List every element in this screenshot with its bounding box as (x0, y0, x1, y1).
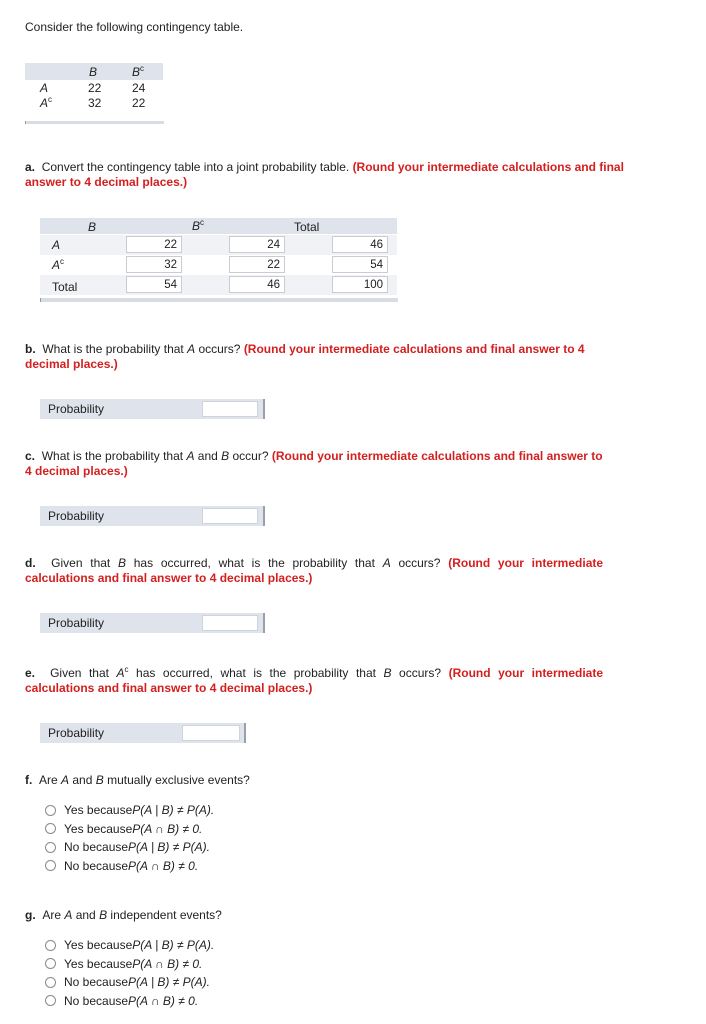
contingency-table-footer (25, 121, 164, 124)
ct-row-a-b: 22 (88, 81, 102, 95)
question-e: e. Given that $A^c$ has occurred, what is the probability that B occurs? (Round your intermediate calculations and final answer to 4 decimal places.) (25, 665, 604, 695)
jt-header-total: Total (294, 220, 320, 234)
jt-row-a: A 22 24 46 (40, 235, 397, 255)
ct-header-bc: $B^c$ (132, 64, 145, 79)
radio-g-3[interactable] (45, 977, 56, 988)
ct-row-a-bc: 24 (132, 81, 146, 95)
probability-row-c: Probability (40, 506, 265, 526)
question-f: f. Are A and B mutually exclusive events? (25, 773, 250, 787)
jt-cell-ac-bc[interactable]: 22 (229, 256, 285, 273)
ct-header-b: B (89, 65, 98, 79)
option-g-3[interactable]: No because P(A | B) ≠ P(A). (45, 973, 214, 992)
option-g-4[interactable]: No because P(A ∩ B) ≠ 0. (45, 992, 214, 1011)
options-g (45, 936, 214, 1010)
jt-cell-a-total[interactable]: 46 (332, 236, 388, 253)
question-b: b. What is the probability that A occurs? (Round your intermediate calculations and final answer to 4 decimal places.) (25, 342, 585, 371)
radio-f-4[interactable] (45, 860, 56, 871)
option-g-1[interactable]: Yes because P(A | B) ≠ P(A). (45, 936, 214, 955)
ct-row-ac-bc: 22 (132, 96, 146, 110)
jt-cell-ac-b[interactable]: 32 (126, 256, 182, 273)
probability-row-e: Probability (40, 723, 246, 743)
ct-row-a-label: A (40, 81, 49, 95)
intro-text: Consider the following contingency table. (25, 20, 244, 34)
option-f-4[interactable]: No because P(A ∩ B) ≠ 0. (45, 857, 214, 876)
radio-f-3[interactable] (45, 842, 56, 853)
probability-row-b: Probability (40, 399, 265, 419)
probability-input-d[interactable] (202, 615, 258, 631)
jt-cell-ac-total[interactable]: 54 (332, 256, 388, 273)
radio-g-1[interactable] (45, 940, 56, 951)
question-c: c. What is the probability that A and B occur? (Round your intermediate calculations and final answer to 4 decimal places.) (25, 449, 603, 478)
jt-cell-total-total[interactable]: 100 (332, 276, 388, 293)
jt-row-total: Total 54 46 100 (40, 275, 397, 295)
jt-row-ac: $A^c$ 32 22 54 (40, 255, 397, 275)
question-d: d. Given that B has occurred, what is the probability that A occurs? (Round your intermediate calculations and final answer to 4 decimal places.) (25, 556, 604, 585)
option-g-2[interactable]: Yes because P(A ∩ B) ≠ 0. (45, 955, 214, 974)
option-f-1[interactable]: Yes because P(A | B) ≠ P(A). (45, 801, 214, 820)
radio-g-4[interactable] (45, 995, 56, 1006)
radio-g-2[interactable] (45, 958, 56, 969)
jt-header-b: B (88, 220, 97, 234)
jt-cell-total-bc[interactable]: 46 (229, 276, 285, 293)
option-f-3[interactable]: No because P(A | B) ≠ P(A). (45, 838, 214, 857)
jt-cell-total-b[interactable]: 54 (126, 276, 182, 293)
probability-input-c[interactable] (202, 508, 258, 524)
jt-cell-a-b[interactable]: 22 (126, 236, 182, 253)
radio-f-2[interactable] (45, 823, 56, 834)
option-f-2[interactable]: Yes because P(A ∩ B) ≠ 0. (45, 820, 214, 839)
jt-header-bc: $B^c$ (192, 218, 205, 233)
question-a: a. Convert the contingency table into a joint probability table. (Round your intermediate calculations and final answer to 4 decimal places.) (25, 160, 624, 189)
radio-f-1[interactable] (45, 805, 56, 816)
joint-table-footer (40, 298, 398, 302)
probability-input-e[interactable] (182, 725, 240, 741)
options-f (45, 801, 214, 875)
probability-input-b[interactable] (202, 401, 258, 417)
ct-row-ac-b: 32 (88, 96, 102, 110)
question-g: g. Are A and B independent events? (25, 908, 222, 922)
ct-row-ac-label: $A^c$ (40, 95, 53, 110)
jt-cell-a-bc[interactable]: 24 (229, 236, 285, 253)
probability-row-d: Probability (40, 613, 265, 633)
